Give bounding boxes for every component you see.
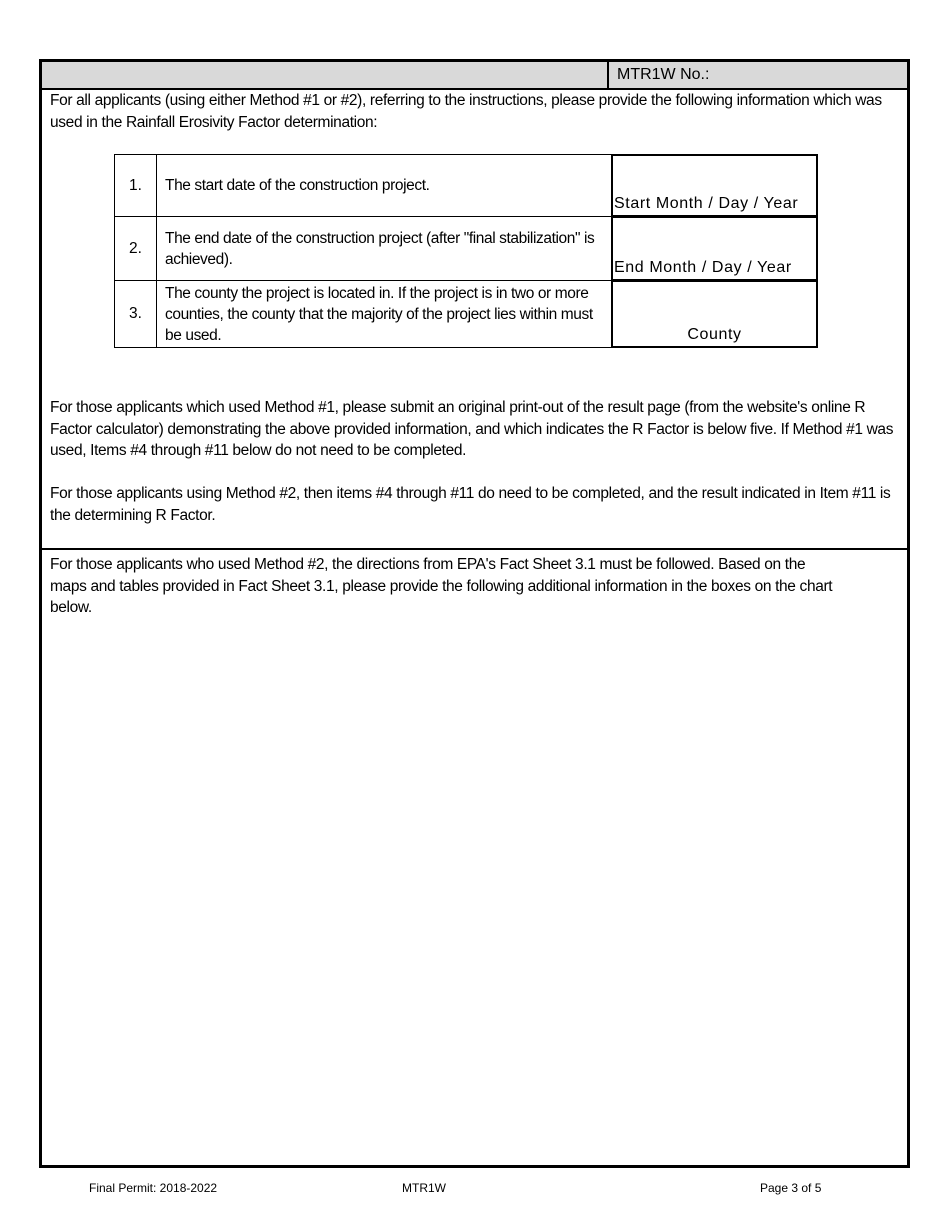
item-number: 1. bbox=[114, 154, 157, 217]
form-header-row bbox=[42, 62, 907, 90]
footer-page-number: Page 3 of 5 bbox=[760, 1181, 822, 1195]
header-divider bbox=[607, 62, 609, 88]
project-info-table bbox=[114, 154, 818, 348]
footer-form-code: MTR1W bbox=[402, 1181, 446, 1195]
start-date-field[interactable]: Start Month / Day / Year bbox=[611, 154, 818, 217]
footer-permit: Final Permit: 2018-2022 bbox=[89, 1181, 218, 1195]
item-description: The county the project is located in. If the project is in two or more counties, the county that the majority of the project lies within must be used. bbox=[156, 280, 612, 348]
method2-directions: For those applicants who used Method #2, the directions from EPA's Fact Sheet 3.1 must be followed. Based on the maps and tables provided in Fact Sheet 3.1, please provide the following additional information in the boxes on the chart below. bbox=[50, 556, 833, 616]
end-date-field[interactable]: End Month / Day / Year bbox=[611, 216, 818, 281]
form-frame bbox=[39, 59, 910, 1168]
item-description: The start date of the construction project. bbox=[156, 154, 612, 217]
method1-instructions: For those applicants which used Method #1, please submit an original print-out of the result page (from the website's online R Factor calculator) demonstrating the above provided information, and which indicates the R Factor is below five. If Method #1 was used, Items #4 through #11 below do not need to be completed. bbox=[50, 399, 894, 459]
item-description: The end date of the construction project (after "final stabilization" is achieved). bbox=[156, 216, 612, 281]
item-number: 3. bbox=[114, 280, 157, 348]
county-field[interactable]: County bbox=[611, 280, 818, 348]
form-number-label: MTR1W No.: bbox=[617, 66, 710, 83]
section-divider bbox=[42, 548, 907, 550]
item-number: 2. bbox=[114, 216, 157, 281]
intro-text: For all applicants (using either Method #1 or #2), referring to the instructions, please provide the following information which was used in the Rainfall Erosivity Factor determination: bbox=[50, 92, 882, 131]
method2-instructions: For those applicants using Method #2, then items #4 through #11 do need to be completed, and the result indicated in Item #11 is the determining R Factor. bbox=[50, 485, 891, 524]
